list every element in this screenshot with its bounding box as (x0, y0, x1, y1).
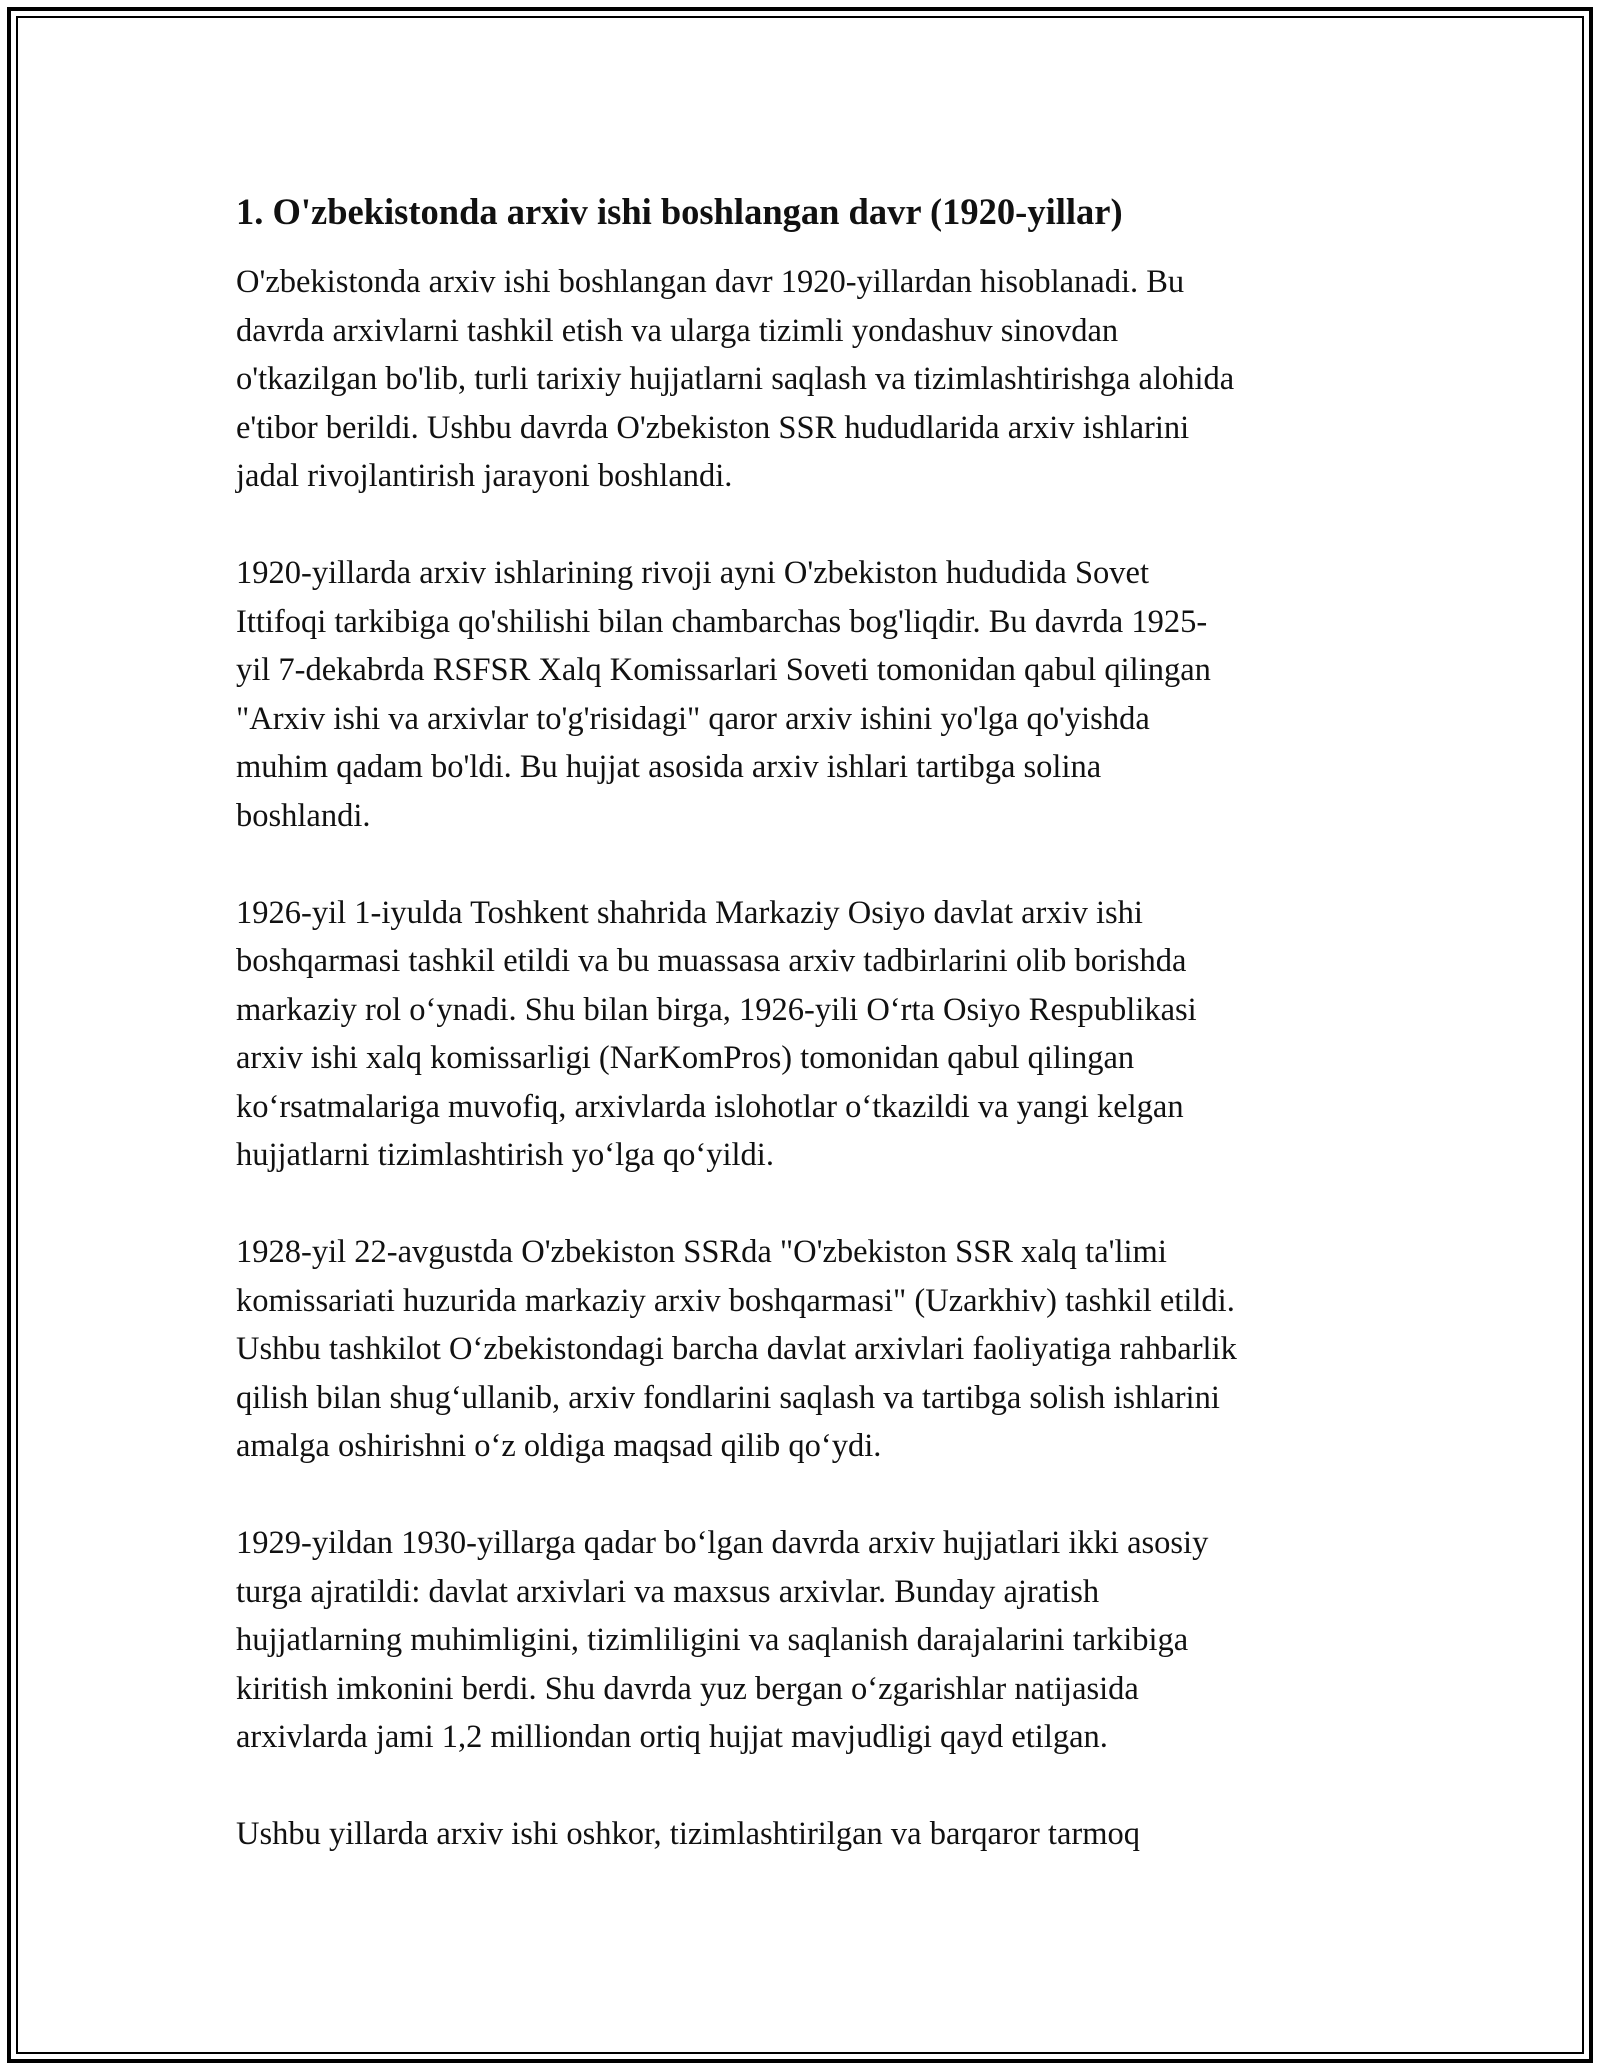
paragraph-list (236, 258, 1376, 1859)
paragraph (236, 258, 1376, 501)
section-heading: 1. O'zbekistonda arxiv ishi boshlangan davr (1920-yillar) (236, 191, 1123, 232)
paragraph-line: amalga oshirishni o‘z oldiga maqsad qilib qo‘ydi. (236, 1428, 882, 1464)
paragraph-line: boshqarmasi tashkil etildi va bu muassasa arxiv tadbirlarini olib borishda (236, 943, 1187, 979)
paragraph-line: boshlandi. (236, 797, 371, 834)
document-body (236, 188, 1376, 1907)
paragraph-line: yil 7-dekabrda RSFSR Xalq Komissarlari Soveti tomonidan qabul qilingan (236, 652, 1211, 688)
paragraph-line: O'zbekistonda arxiv ishi boshlangan davr 1920-yillardan hisoblanadi. Bu (236, 264, 1185, 300)
paragraph-line: hujjatlarni tizimlashtirish yo‘lga qo‘yildi. (236, 1137, 774, 1173)
paragraph (236, 889, 1376, 1180)
paragraph-line: qilish bilan shug‘ullanib, arxiv fondlarini saqlash va tartibga solish ishlarini (236, 1379, 1220, 1416)
paragraph (236, 549, 1376, 840)
paragraph-line: 1929-yildan 1930-yillarga qadar bo‘lgan davrda arxiv hujjatlari ikki asosiy (236, 1525, 1209, 1561)
paragraph-line: ko‘rsatmalariga muvofiq, arxivlarda islohotlar o‘tkazildi va yangi kelgan (236, 1088, 1184, 1125)
paragraph-line: turga ajratildi: davlat arxivlari va maxsus arxivlar. Bunday ajratish (236, 1573, 1100, 1610)
paragraph-line: 1920-yillarda arxiv ishlarining rivoji ayni O'zbekiston hududida Sovet (236, 555, 1149, 591)
paragraph-line: 1926-yil 1-iyulda Toshkent shahrida Markaziy Osiyo davlat arxiv ishi (236, 894, 1143, 931)
paragraph-line: davrda arxivlarni tashkil etish va ularga tizimli yondashuv sinovdan (236, 312, 1119, 349)
paragraph-line: e'tibor berildi. Ushbu davrda O'zbekiston SSR hududlarida arxiv ishlarini (236, 409, 1190, 446)
paragraph-line: komissariati huzurida markaziy arxiv boshqarmasi" (Uzarkhiv) tashkil etildi. (236, 1282, 1235, 1319)
paragraph-line: Ittifoqi tarkibiga qo'shilishi bilan chambarchas bog'liqdir. Bu davrda 1925- (236, 603, 1208, 640)
paragraph (236, 1519, 1376, 1762)
paragraph-line: o'tkazilgan bo'lib, turli tarixiy hujjatlarni saqlash va tizimlashtirishga alohida (236, 361, 1235, 397)
paragraph-line: jadal rivojlantirish jarayoni boshlandi. (236, 458, 733, 494)
paragraph-line: markaziy rol o‘ynadi. Shu bilan birga, 1926-yili O‘rta Osiyo Respublikasi (236, 991, 1197, 1028)
paragraph-line: Ushbu yillarda arxiv ishi oshkor, tizimlashtirilgan va barqaror tarmoq (236, 1816, 1140, 1852)
paragraph-line: arxiv ishi xalq komissarligi (NarKomPros) tomonidan qabul qilingan (236, 1040, 1135, 1076)
paragraph-line: Ushbu tashkilot O‘zbekistondagi barcha davlat arxivlari faoliyatiga rahbarlik (236, 1331, 1237, 1367)
paragraph (236, 1810, 1376, 1859)
paragraph-line: muhim qadam bo'ldi. Bu hujjat asosida arxiv ishlari tartibga solina (236, 749, 1102, 785)
paragraph-line: arxivlarda jami 1,2 milliondan ortiq hujjat mavjudligi qayd etilgan. (236, 1719, 1108, 1755)
paragraph-line: hujjatlarning muhimligini, tizimliligini va saqlanish darajalarini tarkibiga (236, 1622, 1189, 1658)
paragraph-line: 1928-yil 22-avgustda O'zbekiston SSRda "O'zbekiston SSR xalq ta'limi (236, 1234, 1167, 1270)
paragraph (236, 1228, 1376, 1471)
paragraph-line: kiritish imkonini berdi. Shu davrda yuz bergan o‘zgarishlar natijasida (236, 1670, 1139, 1707)
paragraph-line: "Arxiv ishi va arxivlar to'g'risidagi" qaror arxiv ishini yo'lga qo'yishda (236, 700, 1150, 737)
